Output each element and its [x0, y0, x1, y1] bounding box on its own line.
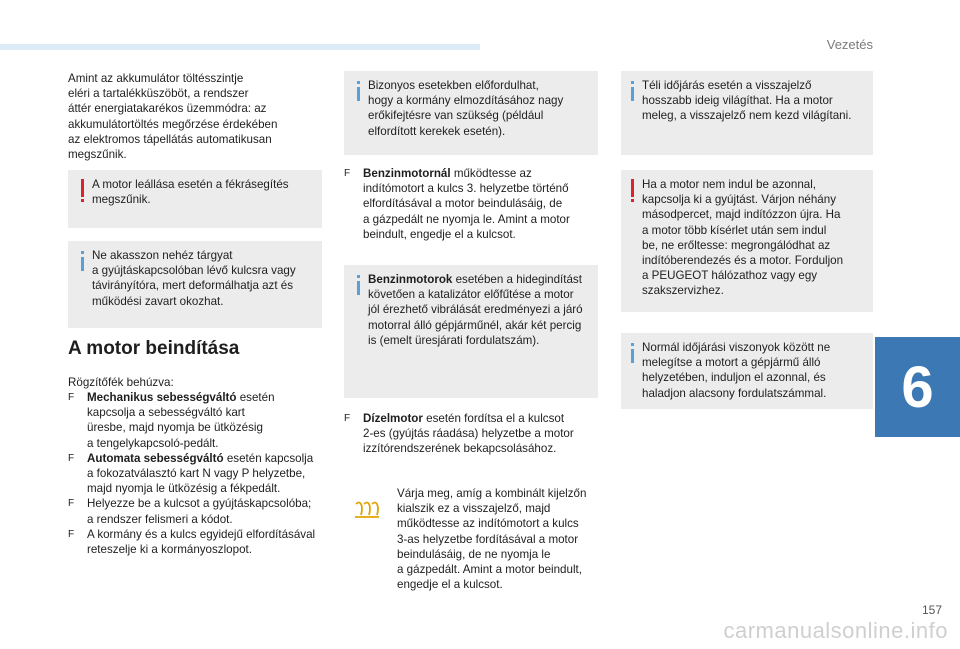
box-bold: Benzinmotorok [368, 273, 453, 286]
info-box-key [68, 241, 322, 328]
step-bold: Automata sebességváltó [87, 451, 224, 465]
info-box-steering [344, 71, 598, 155]
step-text: A kormány és a kulcs egyidejű elfordításával reteszelje ki a kormányoszlopot. [87, 527, 316, 557]
bullet-icon: F [68, 452, 75, 464]
page-number: 157 [921, 603, 942, 617]
watermark-text: carmanualsonline.info [723, 618, 948, 643]
box-text: esetében a hidegindítást követően a katalizátor előfűtése a motor jól érezhető vibrálását eredményezi a járó motorral álló gépjárműnél, akár két percig is (emelt üresjárati fordulatszám). [368, 273, 583, 347]
step-bold: Dízelmotor [363, 412, 423, 425]
intro-paragraph: Amint az akkumulátor töltésszintje eléri a tartalékküszöböt, a rendszer áttér energiatakarékos üzemmódra: az akkumulátortöltés megőrzése érdekében az elektromos tápellátás automatikusan megszűnik. [68, 72, 278, 162]
warning-box-start [621, 170, 873, 312]
lead-text: Rögzítőfék behúzva: [68, 376, 174, 389]
step-bold: Mechanikus sebességváltó [87, 391, 237, 404]
warning-icon [81, 179, 84, 197]
info-box-text: Normál időjárási viszonyok között ne melegítse a motort a gépjármű álló helyzetében, induljon el azonnal, és haladjon alacsony fordulatszámmal. [642, 341, 831, 400]
info-box-text: Bizonyos esetekben előfordulhat, hogy a kormány elmozdításához nagy erőkifejtésre van szükség (például elfordított kerekek esetén). [368, 79, 564, 138]
bullet-icon: F [68, 498, 75, 510]
info-box-winter [621, 71, 873, 155]
warning-box-text: Ha a motor nem indul be azonnal, kapcsolja ki a gyújtást. Várjon néhány másodpercet, majd indítózzon újra. Ha a motor több kísérlet után sem indul be, ne erőltesse: megrongálódhat az indítóberendezés és a motor. Forduljon a PEUGEOT hálózathoz vagy egy szakszervizhez. [642, 178, 844, 298]
bullet-icon: F [68, 392, 75, 403]
info-box-text: Téli időjárás esetén a visszajelző hosszabb ideig világíthat. Ha a motor meleg, a visszajelző nem kezd világítani. [642, 79, 852, 123]
list-item [68, 496, 330, 526]
glow-plug-icon [354, 500, 380, 520]
info-icon [357, 275, 360, 295]
info-icon [81, 251, 84, 271]
chapter-tab: 6 [875, 337, 960, 437]
info-icon [631, 81, 634, 101]
warning-box-brake [68, 170, 322, 228]
info-box-warmup [621, 333, 873, 409]
list-item [68, 390, 330, 451]
diesel-step [344, 411, 598, 457]
step-text: esetén kapcsolja a sebességváltó kart üresbe, majd nyomja be ütközésig a tengelykapcsoló-pedált. [87, 391, 275, 450]
bullet-icon: F [344, 413, 351, 424]
bullet-icon: F [344, 168, 351, 179]
step-text: működtesse az indítómotort a kulcs 3. helyzetbe történő elfordításával a motor beindulásáig, de a gázpedált ne nyomja le. Amint a motor beindult, engedje el a kulcsot. [363, 167, 570, 241]
bullet-icon: F [68, 528, 75, 540]
list-item [68, 451, 330, 497]
petrol-step [344, 166, 598, 242]
section-title: Vezetés [826, 37, 873, 52]
list-item [68, 527, 330, 557]
info-box-text: Ne akasszon nehéz tárgyat a gyújtáskapcsolóban lévő kulcsra vagy távirányítóra, mert deformálhatja azt és működési zavart okozhat. [92, 249, 296, 308]
warning-box-text: A motor leállása esetén a fékrásegítés megszűnik. [92, 178, 289, 207]
header-bar [0, 44, 480, 50]
info-box-text [368, 272, 594, 348]
step-text: esetén kapcsolja a fokozatválasztó kart N vagy P helyzetbe, majd nyomja le ütközésig a fékpedált. [87, 451, 314, 496]
info-box-petrol [344, 265, 598, 398]
info-icon [631, 343, 634, 363]
step-text: esetén fordítsa el a kulcsot 2-es (gyújtás ráadása) helyzetbe a motor izzítórendszerének bekapcsolásához. [363, 412, 574, 456]
section-heading: A motor beindítása [68, 338, 240, 359]
warning-icon-dot [631, 199, 634, 202]
info-icon [357, 81, 360, 101]
glow-plug-note: Várja meg, amíg a kombinált kijelzőn kialszik ez a visszajelző, majd működtesse az indítómotort a kulcs 3-as helyzetbe fordításával a motor beindulásáig, de ne nyomja le a gázpedált. Amint a motor beindult, engedje el a kulcsot. [397, 487, 587, 592]
step-text: Helyezze be a kulcsot a gyújtáskapcsolóba; a rendszer felismeri a kódot. [87, 497, 312, 526]
warning-icon [631, 179, 634, 197]
warning-icon-dot [81, 199, 84, 202]
step-list [68, 390, 330, 557]
step-bold: Benzinmotornál [363, 167, 451, 180]
